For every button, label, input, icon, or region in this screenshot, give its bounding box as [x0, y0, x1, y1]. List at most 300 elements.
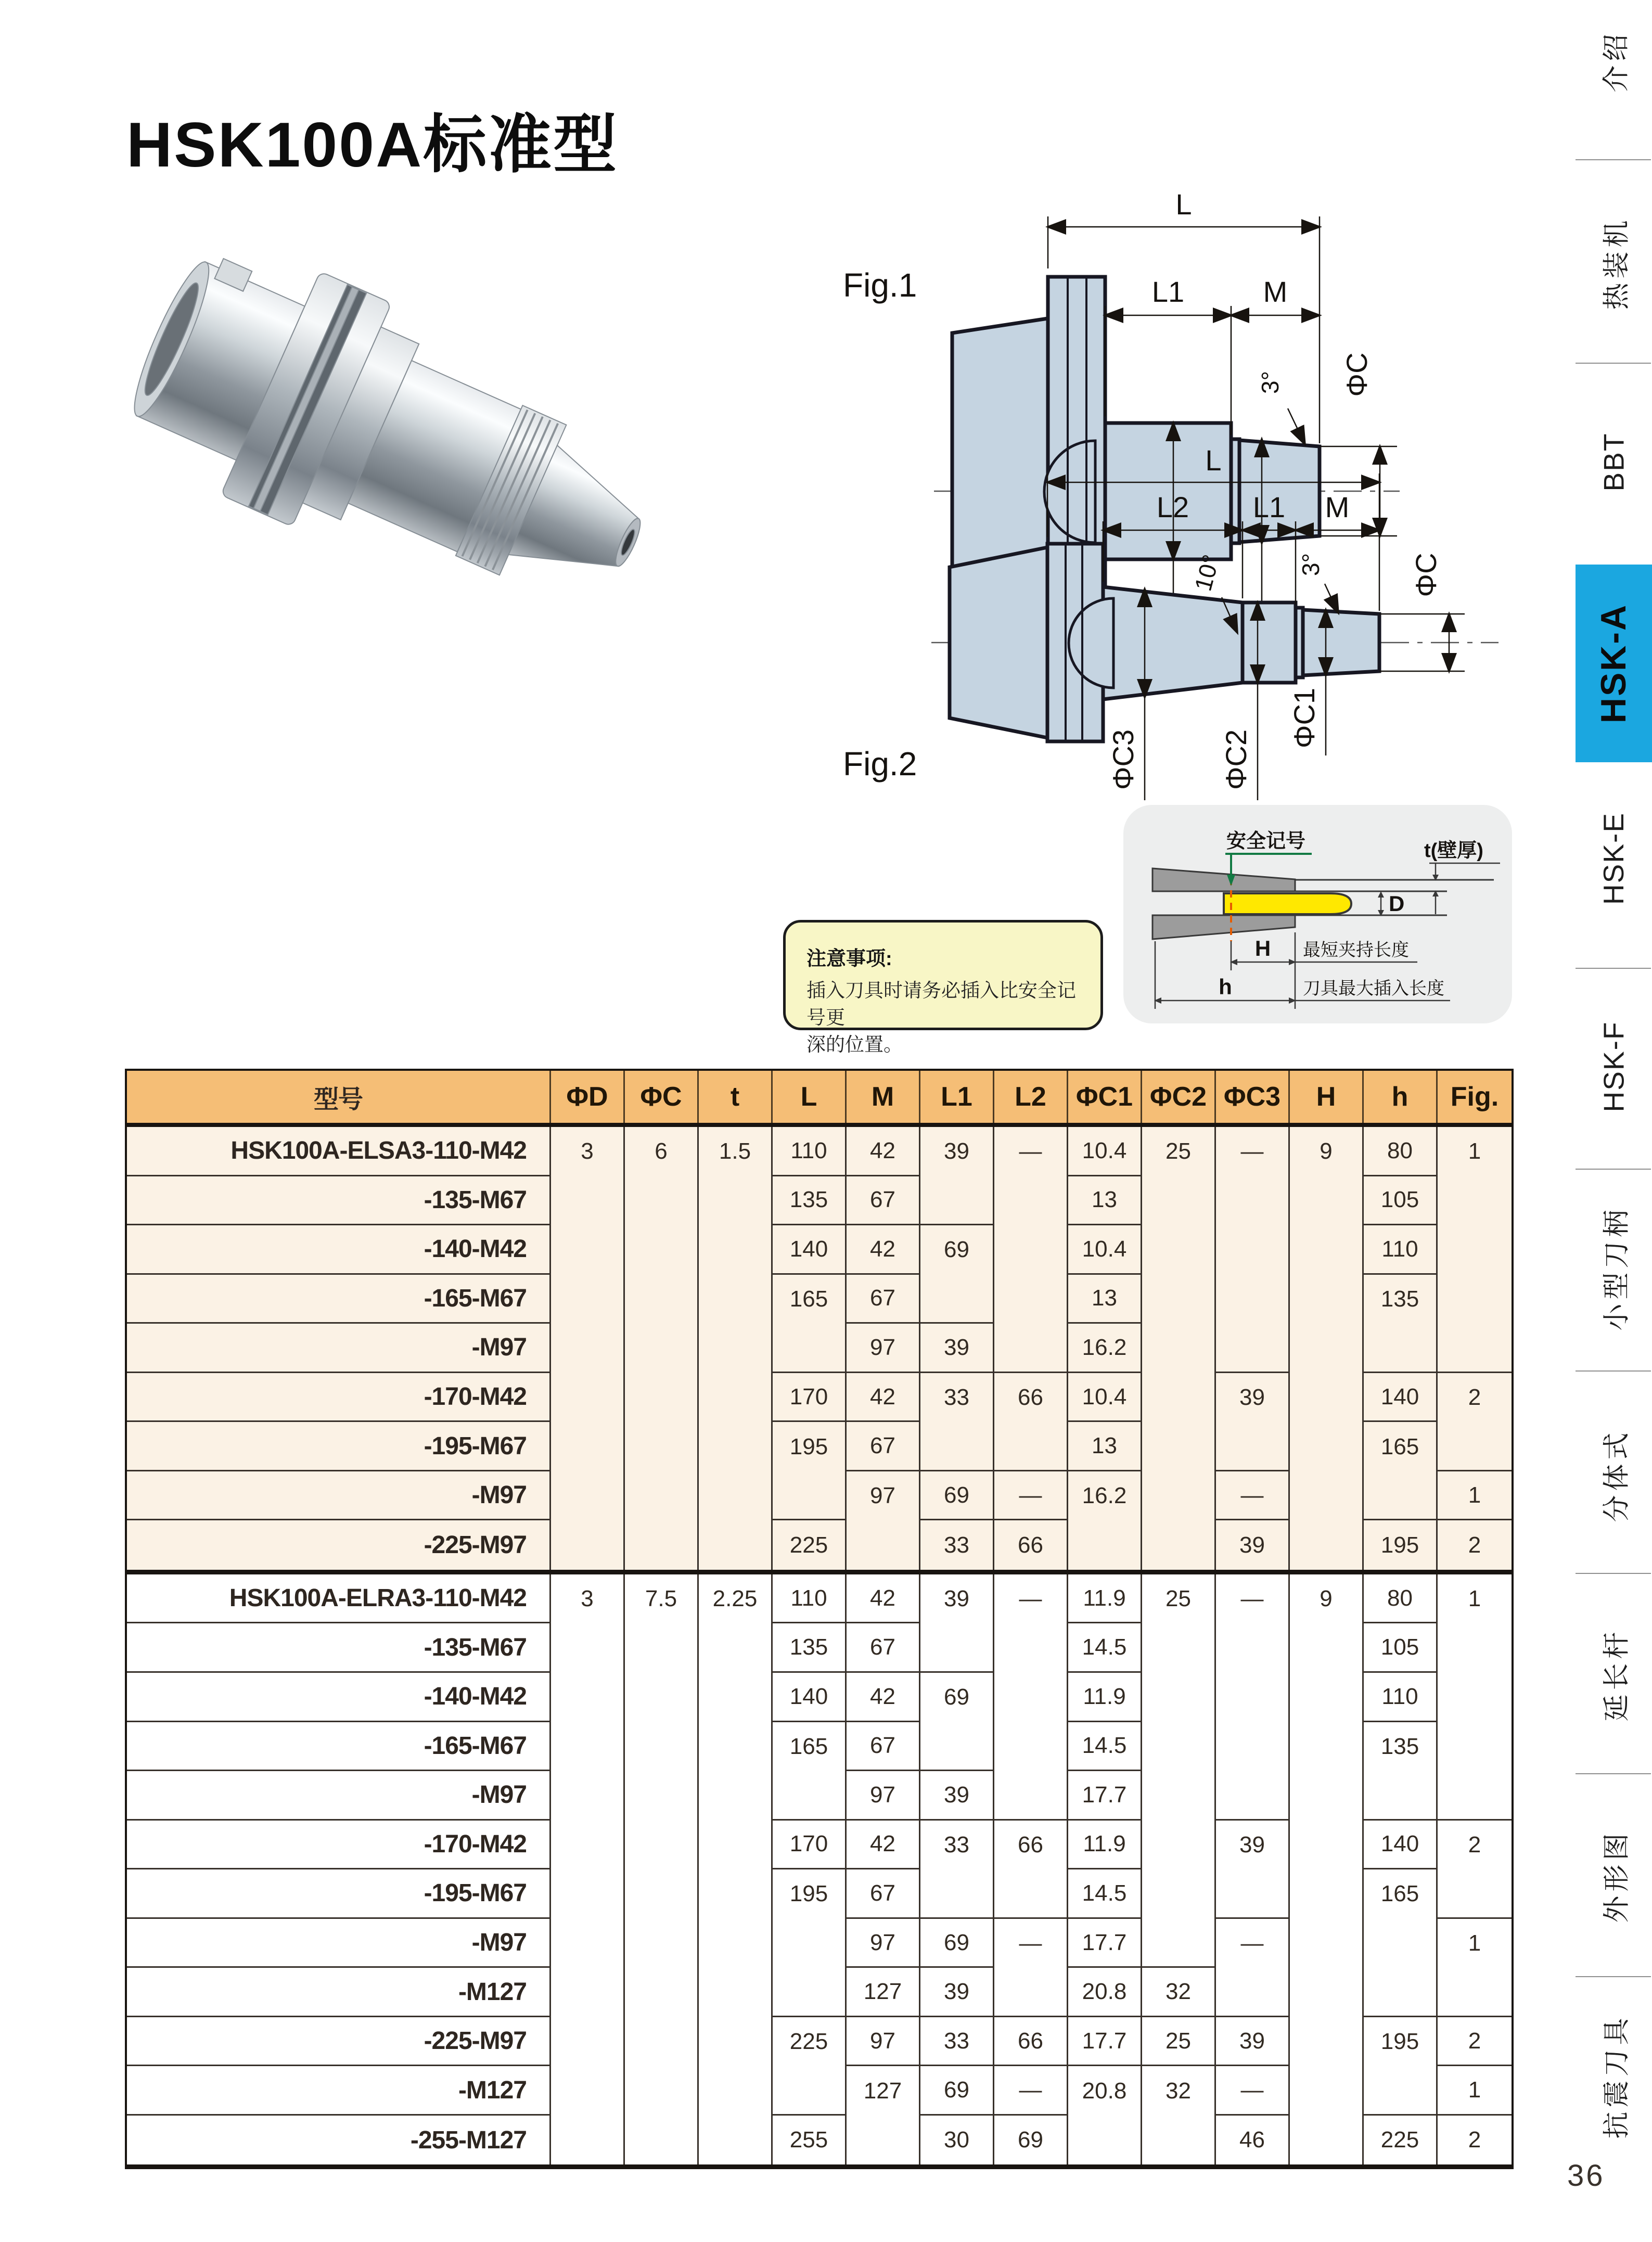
spec-table	[125, 1069, 1514, 2169]
safety-mark-label: 安全记号	[1226, 830, 1306, 852]
value-cell: 42	[847, 1574, 920, 1624]
value-cell	[551, 1821, 625, 1870]
value-cell	[994, 1673, 1068, 1722]
value-cell	[1216, 1722, 1290, 1772]
value-cell	[1216, 1275, 1290, 1324]
value-cell	[994, 1968, 1068, 2017]
fig2-label: Fig.2	[843, 745, 917, 783]
table-row	[127, 1869, 1512, 1919]
value-cell: 33	[920, 1821, 994, 1870]
fig2-dim-M: M	[1325, 491, 1350, 523]
value-cell	[920, 1623, 994, 1673]
value-cell: 46	[1216, 2116, 1290, 2165]
sidebar-tab-小型刀柄[interactable]	[1576, 1174, 1652, 1362]
value-cell	[551, 1373, 625, 1423]
value-cell	[1438, 1771, 1512, 1821]
value-cell: 3	[551, 1574, 625, 1624]
value-cell: 225	[773, 1520, 847, 1570]
value-cell	[1216, 1623, 1290, 1673]
column-header: L1	[920, 1071, 994, 1123]
value-cell	[551, 1968, 625, 2017]
table-row	[127, 1574, 1512, 1624]
sidebar-tab-外形图[interactable]	[1576, 1782, 1652, 1969]
table-row	[127, 1471, 1512, 1521]
value-cell	[1216, 1324, 1290, 1373]
table-group-1	[127, 1127, 1512, 1570]
value-cell: 67	[847, 1422, 920, 1471]
sidebar-divider	[1576, 1169, 1651, 1170]
value-cell: 42	[847, 1373, 920, 1423]
fig2-cylinder	[1243, 603, 1296, 683]
value-cell: —	[994, 1574, 1068, 1624]
value-cell	[1142, 1771, 1216, 1821]
value-cell: 67	[847, 1623, 920, 1673]
value-cell: 25	[1142, 1127, 1216, 1176]
value-cell	[1364, 1919, 1438, 1968]
value-cell: 97	[847, 2017, 920, 2067]
value-cell	[920, 1275, 994, 1324]
value-cell	[699, 1176, 773, 1226]
value-cell	[551, 1623, 625, 1673]
value-cell	[551, 1919, 625, 1968]
value-cell	[551, 1869, 625, 1919]
table-row	[127, 1127, 1512, 1176]
value-cell	[1142, 1869, 1216, 1919]
value-cell	[1142, 1673, 1216, 1722]
value-cell	[1216, 1422, 1290, 1471]
column-header: h	[1364, 1071, 1438, 1123]
value-cell	[1438, 1176, 1512, 1226]
value-cell	[699, 1520, 773, 1570]
value-cell: 1	[1468, 1138, 1481, 1164]
value-cell	[1290, 1673, 1364, 1722]
table-row	[127, 1919, 1512, 1968]
value-cell: 165	[1364, 1869, 1438, 1919]
value-cell: —	[994, 1127, 1068, 1176]
value-cell	[625, 1869, 699, 1919]
column-header: t	[699, 1071, 773, 1123]
fig2-dim-10deg: 10°	[1189, 552, 1225, 594]
value-cell: 165	[773, 1722, 847, 1772]
value-cell	[1290, 1422, 1364, 1471]
sidebar-divider	[1576, 363, 1651, 364]
safety-panel	[1123, 805, 1512, 1023]
value-cell	[994, 1623, 1068, 1673]
model-cell: -225-M97	[127, 1520, 551, 1570]
value-cell	[994, 1422, 1068, 1471]
note-line2: 深的位置。	[806, 1034, 903, 1055]
table-row	[127, 1821, 1512, 1870]
value-cell	[699, 1471, 773, 1521]
value-cell	[551, 1324, 625, 1373]
sidebar-tab-label: 介绍	[1601, 29, 1632, 93]
value-cell: —	[1216, 1127, 1290, 1176]
value-cell: 39	[1216, 1821, 1290, 1870]
value-cell: 97	[847, 1771, 920, 1821]
sidebar-tab-HSK-E[interactable]	[1576, 765, 1652, 952]
column-header: ΦC	[625, 1071, 699, 1123]
column-header: ΦD	[551, 1071, 625, 1123]
value-cell: —	[994, 2066, 1068, 2116]
value-cell	[1216, 1225, 1290, 1275]
value-cell: 39	[920, 1324, 994, 1373]
value-cell	[1142, 1520, 1216, 1570]
sidebar-tab-label: 外形图	[1602, 1828, 1632, 1923]
value-cell: 69	[920, 1471, 994, 1521]
value-cell: 39	[920, 1127, 994, 1176]
sidebar-tab-介绍[interactable]	[1576, 0, 1652, 155]
table-row	[127, 1176, 1512, 1226]
model-cell: HSK100A-ELRA3-110-M42	[127, 1574, 551, 1624]
value-cell	[1290, 1722, 1364, 1772]
value-cell: 42	[847, 1127, 920, 1176]
page-number: 36	[1567, 2159, 1605, 2193]
value-cell	[994, 1722, 1068, 1772]
fig2-cone10	[1103, 587, 1243, 699]
d-label: D	[1389, 891, 1405, 916]
sidebar-tab-延长杆[interactable]	[1576, 1581, 1652, 1768]
value-cell	[1438, 1673, 1512, 1722]
value-cell	[994, 1771, 1068, 1821]
value-cell: 9	[1290, 1574, 1364, 1624]
model-cell: HSK100A-ELSA3-110-M42	[127, 1127, 551, 1176]
value-cell: 67	[847, 1869, 920, 1919]
sidebar-tab-label: BBT	[1597, 432, 1630, 492]
value-cell: 17.7	[1068, 1919, 1142, 1968]
h-max-desc: 刀具最大插入长度	[1303, 979, 1444, 998]
sidebar-tab-label: 抗震刀具	[1602, 2013, 1632, 2139]
value-cell: 165	[773, 1275, 847, 1324]
sidebar-tab-label: 分体式	[1602, 1428, 1632, 1522]
value-cell	[551, 1275, 625, 1324]
h-min-desc: 最短夹持长度	[1303, 940, 1409, 960]
value-cell	[699, 1623, 773, 1673]
value-cell	[625, 1373, 699, 1423]
value-cell	[847, 1520, 920, 1570]
fig1-dim-L: L	[1175, 188, 1192, 221]
value-cell	[1290, 1275, 1364, 1324]
value-cell: 97	[847, 1471, 920, 1521]
model-cell: -135-M67	[127, 1176, 551, 1226]
value-cell: 2	[1468, 2127, 1481, 2153]
value-cell: 1	[1438, 2066, 1512, 2116]
value-cell	[551, 1225, 625, 1275]
value-cell	[699, 1373, 773, 1423]
value-cell: 69	[920, 1673, 994, 1722]
value-cell: 105	[1364, 1623, 1438, 1673]
value-cell	[625, 2066, 699, 2116]
value-cell	[1290, 1821, 1364, 1870]
value-cell	[551, 2116, 625, 2165]
sidebar-tab-HSK-F[interactable]	[1576, 973, 1652, 1160]
column-header: Fig.	[1450, 1082, 1499, 1112]
value-cell: 110	[773, 1574, 847, 1624]
value-cell	[1142, 1373, 1216, 1423]
model-cell: -M97	[127, 1324, 551, 1373]
value-cell: 17.7	[1068, 2017, 1142, 2067]
value-cell	[1364, 1471, 1438, 1521]
value-cell	[1142, 1275, 1216, 1324]
value-cell	[625, 1225, 699, 1275]
value-cell: 42	[847, 1821, 920, 1870]
value-cell: 195	[1364, 2017, 1438, 2067]
value-cell: 140	[773, 1673, 847, 1722]
table-row	[127, 1225, 1512, 1275]
value-cell	[1142, 1821, 1216, 1870]
value-cell	[1438, 1275, 1512, 1324]
value-cell: 39	[920, 1968, 994, 2017]
value-cell: 66	[994, 1373, 1068, 1423]
value-cell: 105	[1364, 1176, 1438, 1226]
sidebar-tab-label: HSK-E	[1597, 812, 1630, 905]
value-cell	[1290, 1623, 1364, 1673]
sidebar-divider	[1576, 968, 1651, 969]
sidebar-divider	[1576, 1976, 1651, 1977]
clamp-lower	[1152, 915, 1295, 939]
value-cell: 3	[551, 1127, 625, 1176]
value-cell	[625, 1275, 699, 1324]
value-cell	[1438, 1869, 1512, 1919]
value-cell	[1438, 1422, 1512, 1471]
value-cell: —	[1216, 2066, 1290, 2116]
value-cell: 1	[1438, 1471, 1512, 1521]
value-cell: 2	[1438, 2017, 1512, 2067]
value-cell	[699, 2066, 773, 2116]
value-cell	[699, 2017, 773, 2067]
value-cell: 97	[847, 1919, 920, 1968]
value-cell	[699, 1673, 773, 1722]
value-cell	[625, 1520, 699, 1570]
clamp-upper	[1152, 868, 1295, 891]
value-cell	[773, 1968, 847, 2017]
value-cell: 33	[920, 1373, 994, 1423]
model-cell: -M127	[127, 2066, 551, 2116]
value-cell	[625, 1771, 699, 1821]
safety-diagram	[1123, 805, 1512, 1023]
value-cell: —	[994, 1471, 1068, 1521]
sidebar-tab-label: 热装机	[1602, 215, 1632, 310]
value-cell: 32	[1142, 2066, 1216, 2116]
fig2-dim-L: L	[1205, 447, 1222, 477]
value-cell	[1216, 1771, 1290, 1821]
sidebar-divider	[1576, 159, 1651, 160]
value-cell	[1216, 1869, 1290, 1919]
value-cell	[1216, 1673, 1290, 1722]
value-cell	[994, 1225, 1068, 1275]
value-cell	[699, 1771, 773, 1821]
sidebar-tab-label: 延长杆	[1602, 1627, 1632, 1722]
model-cell: -M97	[127, 1771, 551, 1821]
model-cell: -165-M67	[127, 1275, 551, 1324]
value-cell: 140	[773, 1225, 847, 1275]
value-cell: 39	[1216, 2017, 1290, 2067]
value-cell: 32	[1142, 1968, 1216, 2017]
value-cell	[1290, 1176, 1364, 1226]
fig2-nose	[1303, 610, 1379, 675]
column-header: 型号	[127, 1071, 551, 1123]
sidebar-divider	[1576, 1773, 1651, 1774]
value-cell: 195	[773, 1869, 847, 1919]
table-row	[127, 1722, 1512, 1772]
value-cell	[994, 1275, 1068, 1324]
value-cell	[625, 1324, 699, 1373]
value-cell: 135	[773, 1176, 847, 1226]
value-cell: —	[1216, 1919, 1290, 1968]
value-cell	[847, 2116, 920, 2165]
value-cell	[625, 2116, 699, 2165]
value-cell	[1142, 1919, 1216, 1968]
value-cell	[1290, 2066, 1364, 2116]
fig1-label: Fig.1	[843, 266, 917, 304]
column-header: M	[847, 1071, 920, 1123]
value-cell	[994, 1324, 1068, 1373]
value-cell: 225	[773, 2017, 847, 2067]
value-cell	[1216, 1176, 1290, 1226]
value-cell: 13	[1068, 1176, 1142, 1226]
model-cell: -255-M127	[127, 2116, 551, 2165]
value-cell	[773, 1771, 847, 1821]
sidebar-tab-label: HSK-A	[1594, 603, 1634, 724]
value-cell	[1290, 1968, 1364, 2017]
value-cell	[699, 1275, 773, 1324]
value-cell: 2.25	[699, 1574, 773, 1624]
value-cell	[1364, 1771, 1438, 1821]
value-cell	[773, 1471, 847, 1521]
value-cell	[625, 1722, 699, 1772]
value-cell: 13	[1068, 1422, 1142, 1471]
table-row	[127, 1673, 1512, 1722]
value-cell	[551, 1722, 625, 1772]
fig2-dim-3deg: 3°	[1297, 553, 1324, 576]
value-cell: 127	[847, 1968, 920, 2017]
value-cell: 140	[1364, 1373, 1438, 1423]
model-cell: -M97	[127, 1471, 551, 1521]
fig2-taper	[950, 547, 1047, 738]
note-title: 注意事项:	[806, 948, 892, 970]
value-cell: 11.9	[1068, 1574, 1142, 1624]
value-cell	[1290, 2017, 1364, 2067]
value-cell: 10.4	[1068, 1373, 1142, 1423]
value-cell	[1142, 1722, 1216, 1772]
sidebar-tab-BBT[interactable]	[1576, 368, 1652, 556]
value-cell: 67	[847, 1176, 920, 1226]
value-cell	[1364, 1968, 1438, 2017]
value-cell	[699, 1722, 773, 1772]
table-row	[127, 1275, 1512, 1324]
h-min-label: H	[1254, 936, 1271, 960]
value-cell	[920, 1869, 994, 1919]
value-cell: 67	[847, 1722, 920, 1772]
sidebar-divider	[1576, 1370, 1651, 1372]
fig2-dim-phiC: ΦC	[1410, 553, 1442, 597]
value-cell: 195	[773, 1422, 847, 1471]
value-cell	[1290, 1771, 1364, 1821]
value-cell: 69	[920, 1919, 994, 1968]
value-cell: 39	[1216, 1520, 1290, 1570]
value-cell	[1216, 1968, 1290, 2017]
value-cell	[699, 1225, 773, 1275]
value-cell: 42	[847, 1673, 920, 1722]
value-cell	[994, 1176, 1068, 1226]
value-cell	[1438, 1324, 1512, 1373]
sidebar-tab-分体式[interactable]	[1576, 1381, 1652, 1569]
column-header: H	[1290, 1071, 1364, 1123]
value-cell	[625, 1176, 699, 1226]
value-cell: 1.5	[699, 1127, 773, 1176]
value-cell	[551, 1520, 625, 1570]
fig2-dim-phiC2: ΦC2	[1220, 729, 1252, 790]
value-cell: 20.8	[1068, 2066, 1142, 2116]
value-cell	[1364, 1324, 1438, 1373]
value-cell: 255	[773, 2116, 847, 2165]
value-cell	[625, 1821, 699, 1870]
value-cell: 25	[1142, 1574, 1216, 1624]
fig1-dim-3deg: 3°	[1257, 371, 1284, 394]
model-cell: -195-M67	[127, 1869, 551, 1919]
value-cell: 80	[1364, 1127, 1438, 1176]
column-header: ΦC1	[1068, 1071, 1142, 1123]
value-cell: 2	[1468, 1532, 1481, 1558]
value-cell	[1290, 1225, 1364, 1275]
value-cell: 10.4	[1068, 1127, 1142, 1176]
value-cell: 20.8	[1068, 1968, 1142, 2017]
value-cell	[1290, 1373, 1364, 1423]
product-photo	[88, 208, 739, 718]
sidebar-tab-热装机[interactable]	[1576, 169, 1652, 356]
value-cell	[773, 1919, 847, 1968]
fig1-dim-phiC: ΦC	[1340, 352, 1373, 397]
model-cell: -165-M67	[127, 1722, 551, 1772]
value-cell	[551, 1176, 625, 1226]
value-cell	[551, 1422, 625, 1471]
value-cell	[1290, 1471, 1364, 1521]
value-cell	[699, 1422, 773, 1471]
value-cell: 165	[1364, 1422, 1438, 1471]
value-cell: 9	[1290, 1127, 1364, 1176]
value-cell	[551, 1673, 625, 1722]
value-cell: 110	[773, 1127, 847, 1176]
value-cell	[1438, 1623, 1512, 1673]
value-cell	[1438, 1722, 1512, 1772]
value-cell: —	[1216, 1574, 1290, 1624]
sidebar-tab-label: HSK-F	[1597, 1021, 1630, 1112]
table-header-row	[127, 1071, 1512, 1127]
value-cell: 110	[1364, 1225, 1438, 1275]
note-box	[783, 920, 1103, 1055]
sidebar-tab-HSK-A[interactable]	[1576, 565, 1652, 762]
value-cell	[1290, 1520, 1364, 1570]
model-cell: -140-M42	[127, 1673, 551, 1722]
sidebar-tab-抗震刀具[interactable]	[1576, 1982, 1652, 2170]
value-cell: 14.5	[1068, 1623, 1142, 1673]
value-cell: 66	[994, 2017, 1068, 2067]
table-row	[127, 1520, 1512, 1570]
model-cell: -170-M42	[127, 1373, 551, 1423]
value-cell: 14.5	[1068, 1722, 1142, 1772]
value-cell	[1068, 2116, 1142, 2165]
column-header: L	[773, 1071, 847, 1123]
column-header: ΦC2	[1142, 1071, 1216, 1123]
value-cell: 67	[847, 1275, 920, 1324]
value-cell: 97	[847, 1324, 920, 1373]
value-cell	[699, 1968, 773, 2017]
table-row	[127, 2066, 1512, 2116]
table-row	[127, 1324, 1512, 1373]
value-cell: —	[994, 1919, 1068, 1968]
value-cell: —	[1216, 1471, 1290, 1521]
table-row	[127, 1422, 1512, 1471]
page-title: HSK100A标准型	[126, 109, 619, 180]
